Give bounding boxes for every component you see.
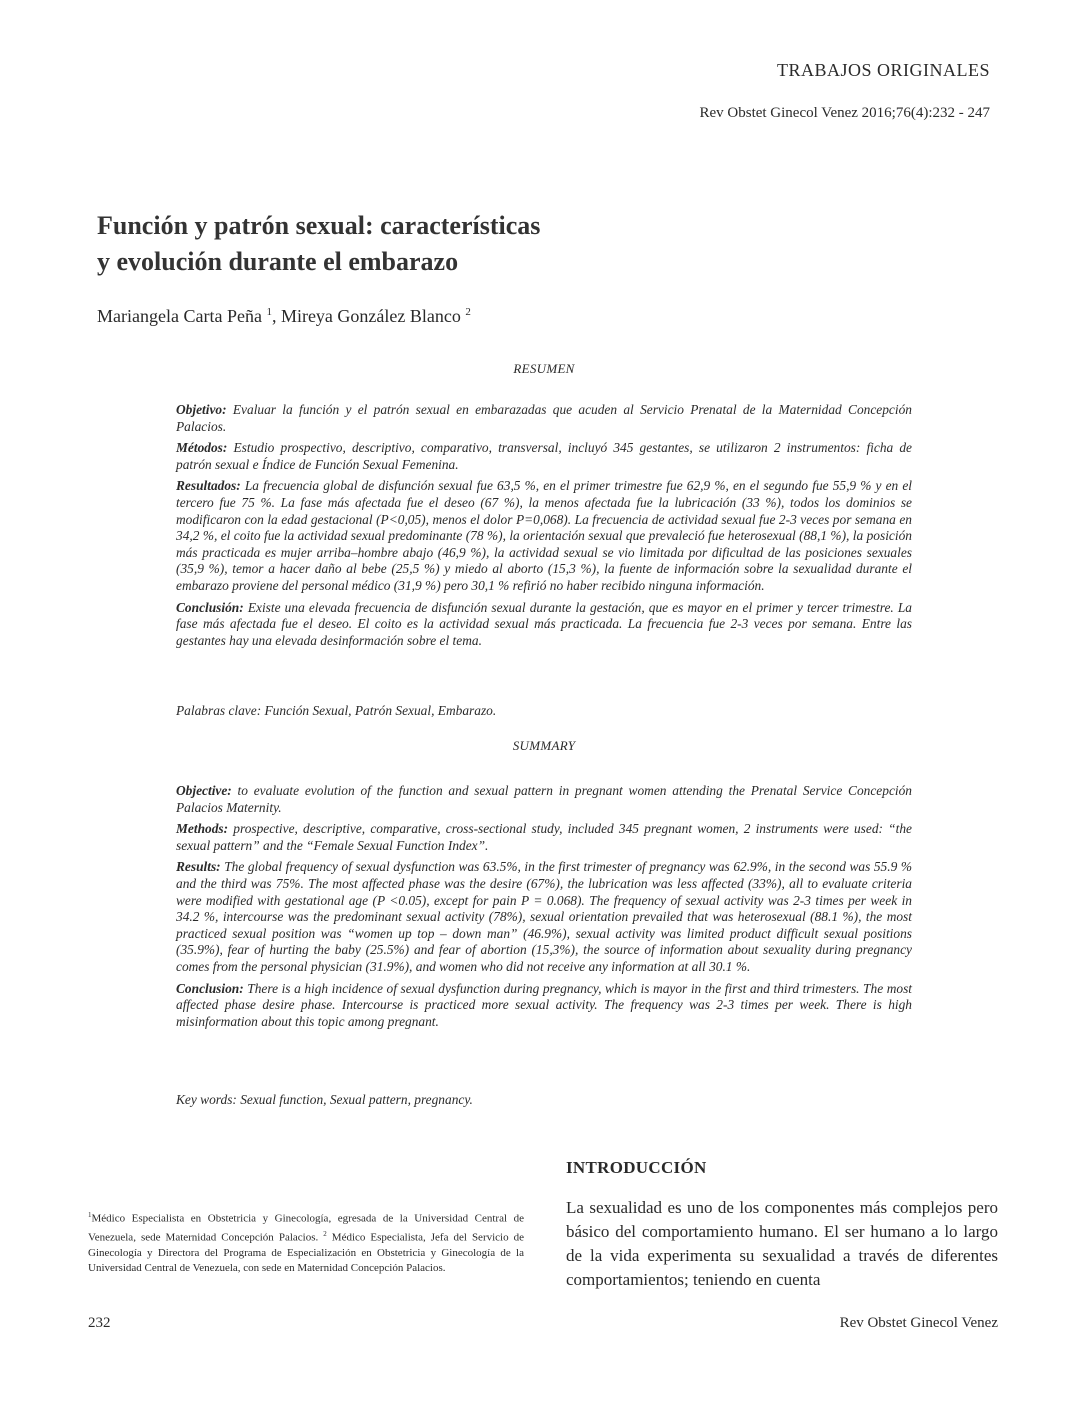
affiliation-footnote bbox=[88, 1208, 524, 1276]
paragraph-text: Existe una elevada frecuencia de disfunción sexual durante la gestación, que es mayor en el primer y tercer trimestre. La fase más afectada fue el deseo. El coito es la actividad sexual más practicada. La frecuencia fue 2-3 veces por semana. Entre las gestantes hay una elevada desinformación sobre el tema. bbox=[176, 599, 912, 648]
footnote-text: Médico Especialista en Obstetricia y Ginecología, egresada de la Universidad Central de Venezuela, sede Maternidad Concepción Palacios. bbox=[88, 1212, 524, 1244]
paragraph-label: Objetivo: bbox=[176, 402, 227, 417]
abstract-paragraph bbox=[176, 600, 912, 650]
title-line: y evolución durante el embarazo bbox=[97, 247, 459, 276]
abstract-paragraph bbox=[176, 981, 912, 1031]
author-name: Mariangela Carta Peña bbox=[97, 306, 262, 326]
paragraph-label: Methods: bbox=[176, 821, 229, 837]
paragraph-text: La frecuencia global de disfunción sexual fue 63,5 %, en el primer trimestre fue 62,9 %, en el segundo fue 55,9 % y en el tercero fue 75 %. La fase más afectada fue el deseo (67 %), la menos afectada fue la lubricación (33 %), todos los dominios se modificaron con la edad gestacional (P<0,05), menos el dolor P=0,068). La frecuencia de actividad sexual fue 2-3 veces por semana en 34,2 %, el coito fue la actividad sexual predominante (78 %), la orientación sexual que prevaleció fue heterosexual (88,1 %), la posición más practicada es mujer arriba–hombre abajo (46,9 %), la actividad sexual se vio limitada por dificultad de las posiciones sexuales (35,9 %), temor a hacer daño al bebe (25,5 %) y miedo al aborto (15,3 %), la fuente de información sobre la sexualidad durante el embarazo proviene del personal médico (31,9 %) pero 30,1 % refirió no haber recibido ninguna información. bbox=[176, 478, 912, 593]
paragraph-text: The global frequency of sexual dysfunction was 63.5%, in the first trimester of pregnancy was 62.9%, in the second was 55.9 % and the third was 75%. The most affected phase was the desire (67%), the lubrication was less affected (33%), all to evaluate criteria were modified with gestational age (P <0.05), except for pain P = 0.068). The frequency of sexual activity was 2-3 times per week in 34.2 %, intercourse was the predominant sexual activity (78%), sexual orientation prevailed that was heterosexual (88.1 %), the most practiced sexual position was “women up top – down man” (46.9%), sexual activity was limited product difficult sexual positions (35.9%), fear of hurting the baby (25.5%) and fear of abortion (15,3%), the source of information about sexuality during pregnancy comes from the personal physician (31.9%), and women who did not receive any information at all 30.1 %. bbox=[176, 859, 912, 974]
author-name: Mireya González Blanco bbox=[280, 306, 461, 326]
paragraph-text: to evaluate evolution of the function and sexual pattern in pregnant women attending the Prenatal Service Concepción Palacios Maternity. bbox=[176, 783, 912, 815]
abstract-paragraph bbox=[176, 440, 912, 473]
paragraph-label: Conclusion: bbox=[176, 980, 244, 996]
author-list bbox=[97, 306, 797, 327]
paragraph-text: Estudio prospectivo, descriptivo, comparativo, transversal, incluyó 345 gestantes, se utilizaron 2 instrumentos: ficha de patrón sexual e Índice de Función Sexual Femenina. bbox=[176, 440, 912, 472]
affiliation-marker: 2 bbox=[465, 306, 471, 318]
affiliation-marker: 1 bbox=[266, 306, 272, 318]
paragraph-label: Results: bbox=[176, 859, 221, 875]
introduccion-text: La sexualidad es uno de los componentes más complejos pero básico del comportamiento humano. El ser humano a lo largo de la vida experimenta su sexualidad a través de diferentes comportamientos; teniendo en cuenta bbox=[566, 1198, 998, 1289]
journal-name: Rev Obstet Ginecol Venez bbox=[839, 1315, 998, 1331]
author-separator: , bbox=[271, 306, 281, 326]
abstract-paragraph bbox=[176, 859, 912, 975]
abstract-paragraph bbox=[176, 478, 912, 594]
summary-body bbox=[176, 783, 912, 1035]
key-words: Key words: Sexual function, Sexual pattern, pregnancy. bbox=[176, 1092, 473, 1107]
abstract-paragraph bbox=[176, 402, 912, 435]
paragraph-text: Evaluar la función y el patrón sexual en embarazadas que acuden al Servicio Prenatal de la Maternidad Concepción Palacios. bbox=[176, 402, 912, 434]
paragraph-label: Resultados: bbox=[176, 478, 241, 494]
footnote-text: Médico Especialista, Jefa del Servicio de Ginecología y Directora del Programa de Especialización en Obstetricia y Ginecología de la Universidad Central de Venezuela, con sede en Maternidad Concepción Palacios. bbox=[88, 1231, 525, 1274]
paragraph-text: prospective, descriptive, comparative, cross-sectional study, included 345 pregnant women, 2 instruments were used: “the sexual pattern” and the “Female Sexual Function Index”. bbox=[176, 821, 912, 853]
paragraph-label: Objective: bbox=[176, 783, 232, 798]
abstract-paragraph bbox=[176, 821, 912, 854]
section-label: TRABAJOS ORIGINALES bbox=[776, 60, 990, 80]
palabras-clave: Palabras clave: Función Sexual, Patrón Sexual, Embarazo. bbox=[176, 703, 497, 718]
resumen-body bbox=[176, 402, 912, 654]
paragraph-text: There is a high incidence of sexual dysfunction during pregnancy, which is mayor in the first and third trimesters. The most affected phase desire phase. Intercourse is practiced more sexual activity. The frequency was 2-3 times per week. There is high misinformation about this topic among pregnant. bbox=[176, 980, 912, 1029]
footnote-marker: 1 bbox=[88, 1211, 92, 1219]
resumen-heading: RESUMEN bbox=[513, 361, 575, 376]
summary-heading: SUMMARY bbox=[512, 738, 576, 753]
paragraph-label: Métodos: bbox=[176, 440, 228, 456]
introduccion-heading: INTRODUCCIÓN bbox=[566, 1158, 707, 1177]
article-title bbox=[97, 208, 797, 280]
title-line: Función y patrón sexual: características bbox=[97, 211, 541, 240]
journal-citation: Rev Obstet Ginecol Venez 2016;76(4):232 - 247 bbox=[699, 105, 990, 121]
footnote-marker: 2 bbox=[323, 1229, 327, 1238]
paragraph-label: Conclusión: bbox=[176, 599, 244, 615]
page-number: 232 bbox=[88, 1315, 111, 1331]
abstract-paragraph bbox=[176, 783, 912, 816]
